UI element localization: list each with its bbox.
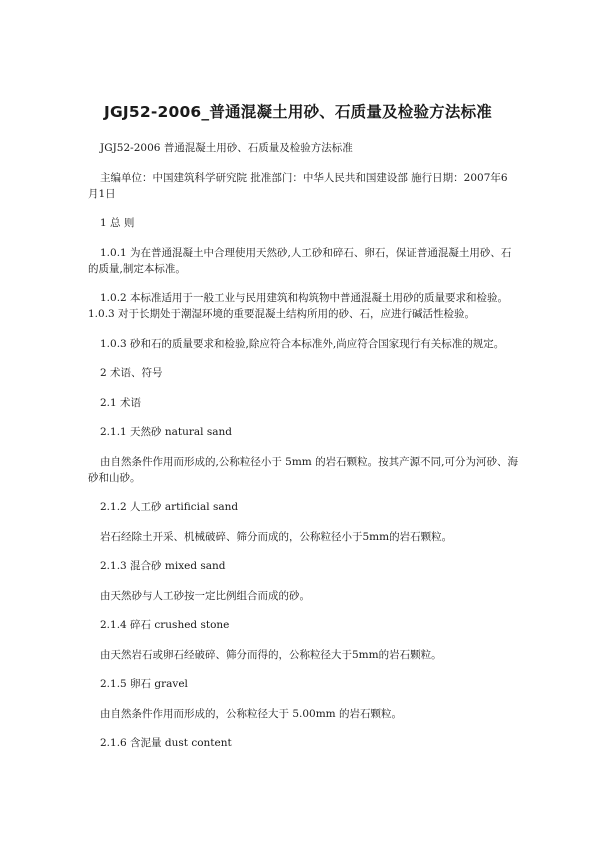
- section-heading-terms: 2 术语、符号: [100, 367, 163, 379]
- term-heading-dust-content: 2.1.6 含泥量 dust content: [100, 737, 232, 749]
- term-definition-crushed-stone: 由天然岩石或卵石经破碎、筛分而得的，公称粒径大于5mm的岩石颗粒。: [100, 648, 442, 661]
- term-definition-artificial-sand: 岩石经除土开采、机械破碎、筛分而成的，公称粒径小于5mm的岩石颗粒。: [100, 530, 453, 543]
- term-heading-crushed-stone: 2.1.4 碎石 crushed stone: [100, 619, 230, 631]
- paragraph-1-0-2: 1.0.2 本标准适用于一般工业与民用建筑和构筑物中普通混凝土用砂的质量要求和检验。 1.0.3 对于长期处于潮湿环境的重要混凝土结构所用的砂、石，应进行碱活性检验。: [88, 292, 509, 320]
- paragraph-subtitle: JGJ52-2006 普通混凝土用砂、石质量及检验方法标准: [100, 142, 353, 154]
- term-definition-gravel: 由自然条件作用而形成的，公称粒径大于 5.00mm 的岩石颗粒。: [100, 707, 402, 720]
- paragraph-publisher-info: 主编单位：中国建筑科学研究院 批准部门：中华人民共和国建设部 施行日期：2007年6月1日: [88, 171, 508, 200]
- section-heading-general: 1 总 则: [100, 217, 135, 229]
- term-heading-mixed-sand: 2.1.3 混合砂 mixed sand: [100, 560, 226, 572]
- paragraph-1-0-1: 1.0.1 为在普通混凝土中合理使用天然砂,人工砂和碎石、卵石，保证普通混凝土用砂、石的质量,制定本标准。: [88, 246, 512, 275]
- term-heading-gravel: 2.1.5 卵石 gravel: [100, 678, 188, 690]
- document-page: [88, 100, 518, 751]
- term-heading-artificial-sand: 2.1.2 人工砂 artificial sand: [100, 501, 239, 513]
- term-definition-natural-sand: 由自然条件作用而形成的,公称粒径小于 5mm 的岩石颗粒。按其产源不同,可分为河砂、海砂和山砂。: [88, 455, 518, 484]
- document-title: JGJ52-2006_普通混凝土用砂、石质量及检验方法标准: [104, 103, 492, 121]
- paragraph-1-0-3: 1.0.3 砂和石的质量要求和检验,除应符合本标准外,尚应符合国家现行有关标准的规定。: [100, 337, 505, 350]
- subsection-heading-terms: 2.1 术语: [100, 396, 142, 409]
- term-heading-natural-sand: 2.1.1 天然砂 natural sand: [100, 426, 233, 438]
- term-definition-mixed-sand: 由天然砂与人工砂按一定比例组合而成的砂。: [100, 589, 310, 602]
